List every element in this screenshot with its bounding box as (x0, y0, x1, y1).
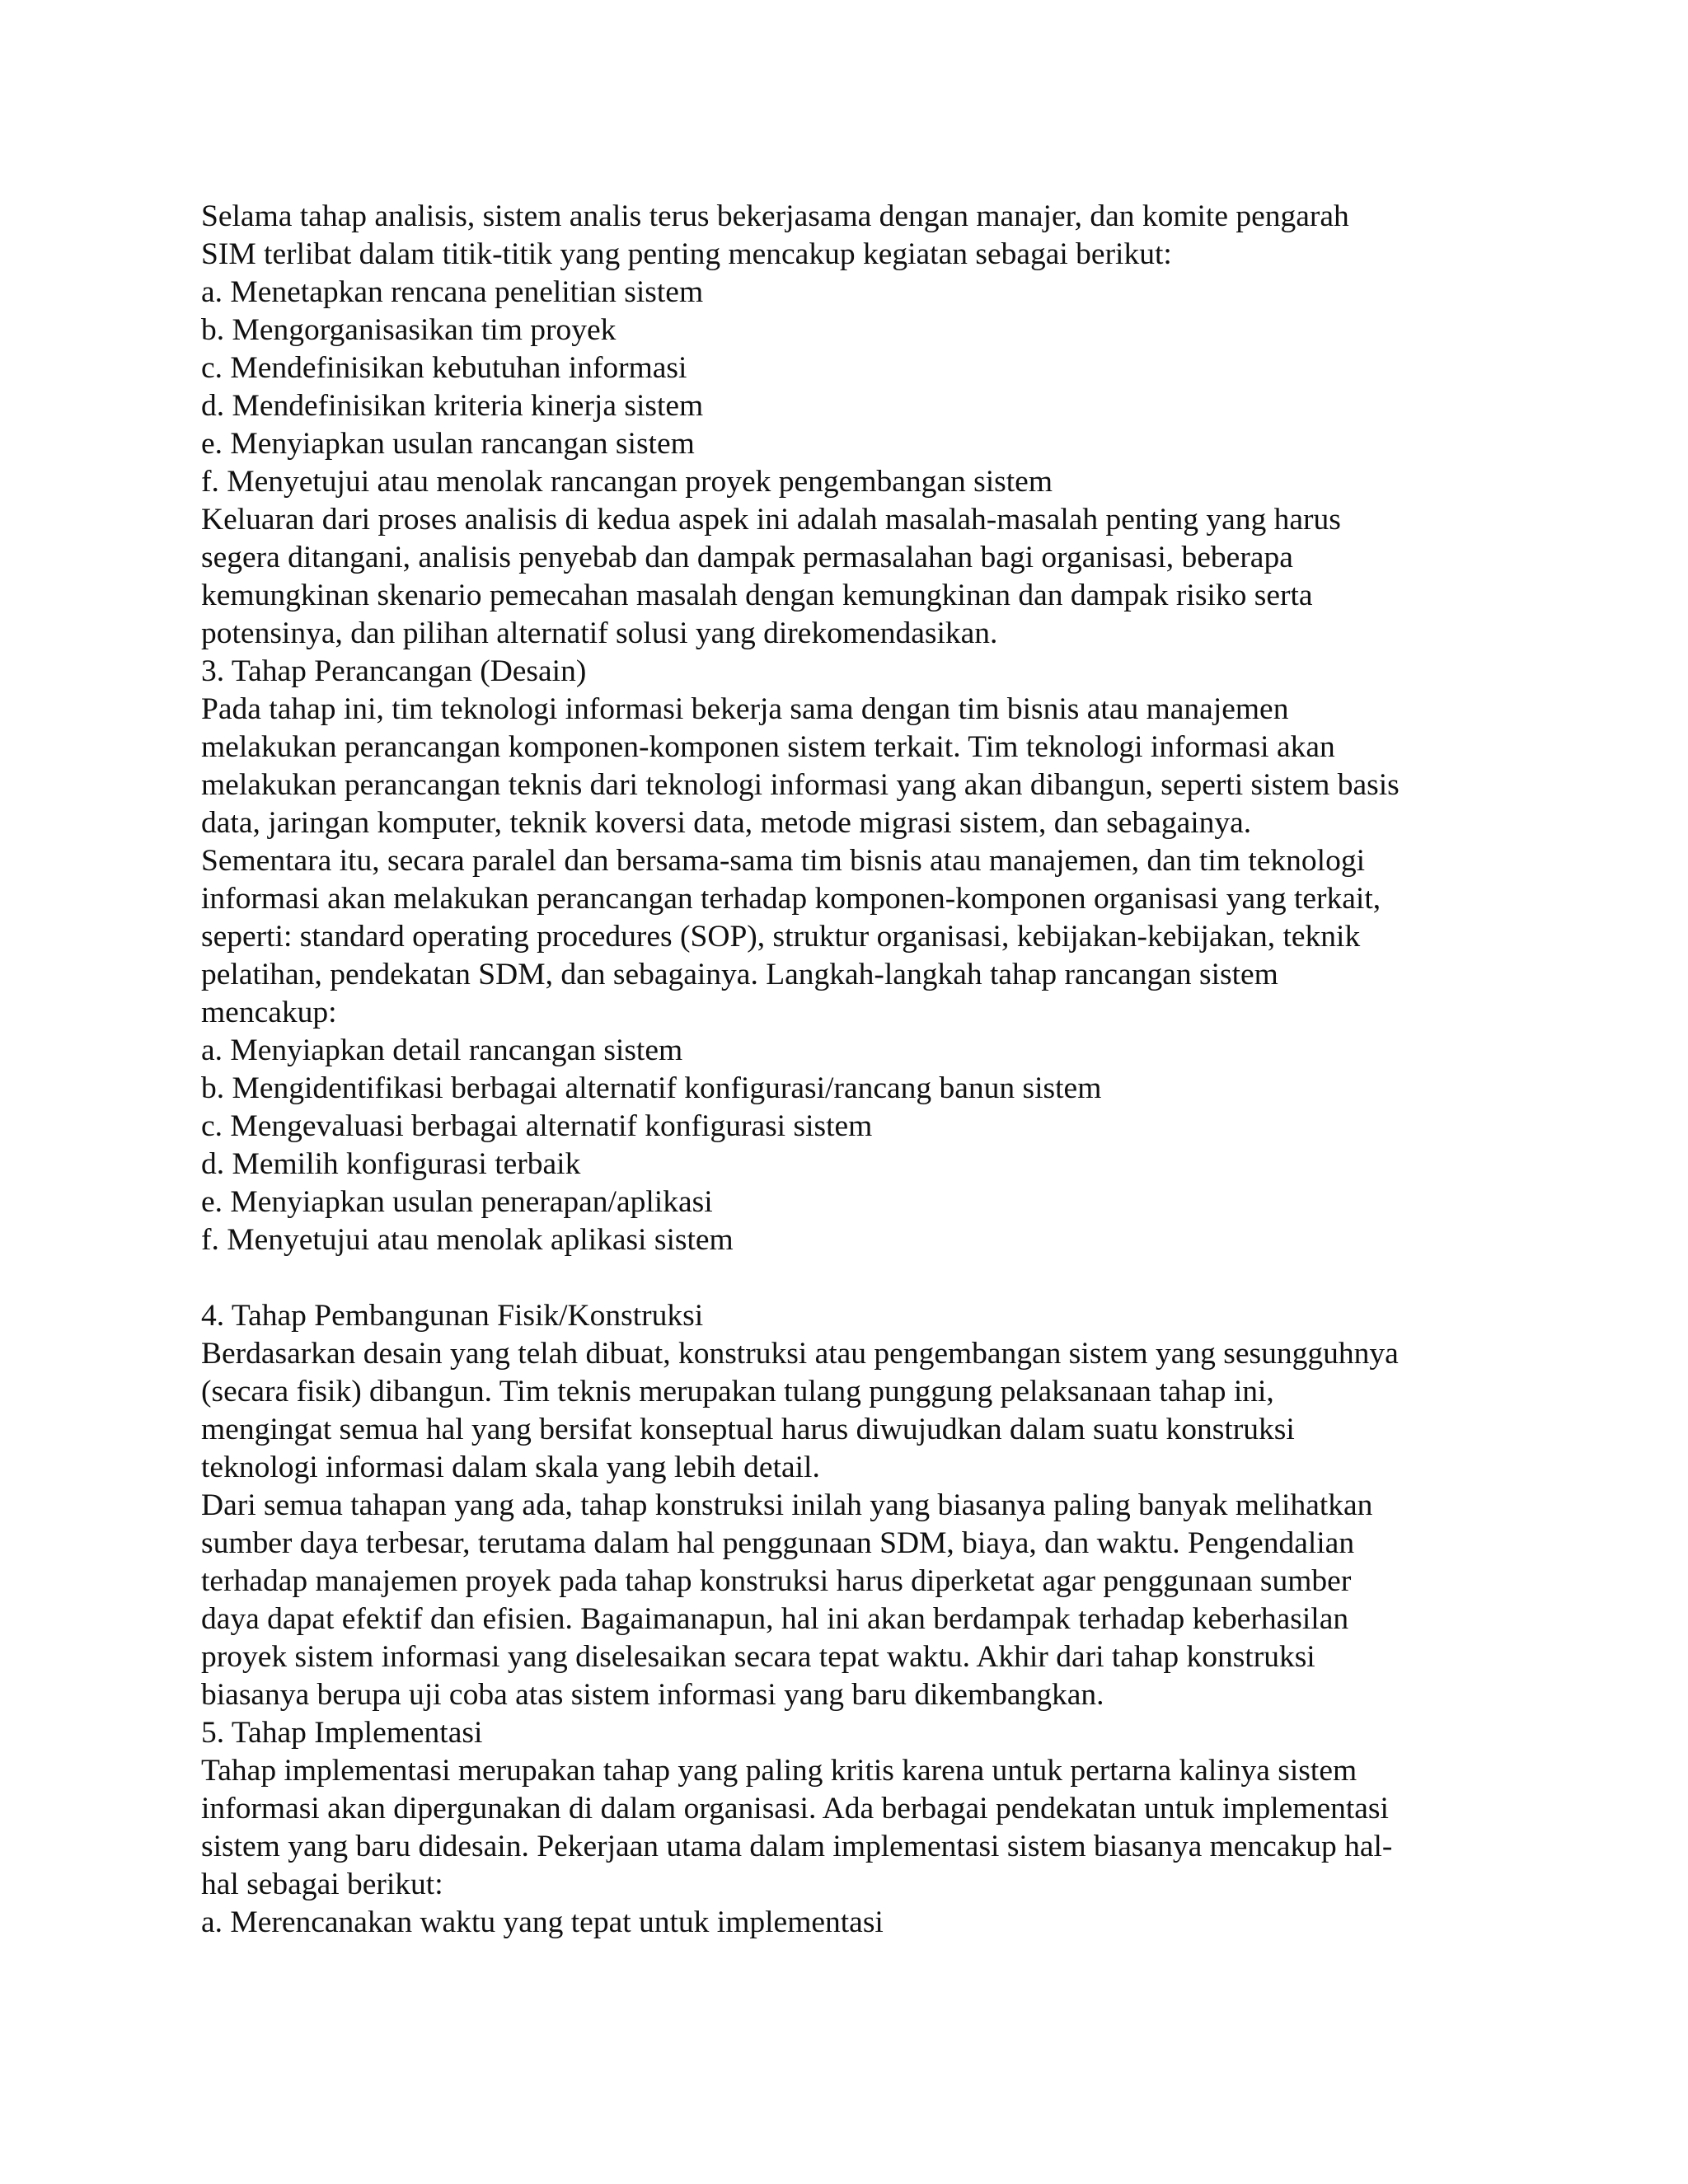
text-line: Berdasarkan desain yang telah dibuat, konstruksi atau pengembangan sistem yang sesungguhnya (201, 1337, 1399, 1371)
list-item: a. Merencanakan waktu yang tepat untuk implementasi (201, 1905, 884, 1939)
section-heading: 5. Tahap Implementasi (201, 1716, 483, 1750)
text-line: mencakup: (201, 996, 337, 1029)
text-line: Sementara itu, secara paralel dan bersama-sama tim bisnis atau manajemen, dan tim teknologi (201, 844, 1365, 878)
list-item: a. Menyiapkan detail rancangan sistem (201, 1033, 683, 1067)
list-item: e. Menyiapkan usulan penerapan/aplikasi (201, 1185, 713, 1219)
text-line: Tahap implementasi merupakan tahap yang paling kritis karena untuk pertarna kalinya sistem (201, 1754, 1357, 1788)
text-line: Keluaran dari proses analisis di kedua aspek ini adalah masalah-masalah penting yang harus (201, 503, 1341, 537)
text-line: data, jaringan komputer, teknik koversi data, metode migrasi sistem, dan sebagainya. (201, 806, 1252, 840)
text-line: melakukan perancangan komponen-komponen sistem terkait. Tim teknologi informasi akan (201, 730, 1335, 764)
text-line: proyek sistem informasi yang diselesaikan secara tepat waktu. Akhir dari tahap konstruksi (201, 1640, 1315, 1674)
text-line: pelatihan, pendekatan SDM, dan sebagainya. Langkah-langkah tahap rancangan sistem (201, 958, 1278, 991)
section-heading: 4. Tahap Pembangunan Fisik/Konstruksi (201, 1299, 704, 1333)
list-item: d. Mendefinisikan kriteria kinerja sistem (201, 389, 704, 423)
text-line: hal sebagai berikut: (201, 1868, 443, 1901)
list-item: d. Memilih konfigurasi terbaik (201, 1147, 581, 1181)
text-line: melakukan perancangan teknis dari teknologi informasi yang akan dibangun, seperti sistem basis (201, 768, 1400, 802)
text-line: biasanya berupa uji coba atas sistem informasi yang baru dikembangkan. (201, 1678, 1104, 1712)
list-item: b. Mengorganisasikan tim proyek (201, 313, 617, 347)
text-line: teknologi informasi dalam skala yang lebih detail. (201, 1451, 820, 1484)
text-line: informasi akan dipergunakan di dalam organisasi. Ada berbagai pendekatan untuk implementasi (201, 1792, 1389, 1825)
text-line: kemungkinan skenario pemecahan masalah dengan kemungkinan dan dampak risiko serta (201, 579, 1313, 612)
text-line: mengingat semua hal yang bersifat konseptual harus diwujudkan dalam suatu konstruksi (201, 1413, 1295, 1446)
list-item: c. Mengevaluasi berbagai alternatif konfigurasi sistem (201, 1109, 873, 1143)
text-block-construction-and-implementation (201, 1297, 1487, 1942)
text-line: sistem yang baru didesain. Pekerjaan utama dalam implementasi sistem biasanya mencakup hal- (201, 1830, 1393, 1863)
text-line: daya dapat efektif dan efisien. Bagaimanapun, hal ini akan berdampak terhadap keberhasilan (201, 1602, 1349, 1636)
document-body (201, 198, 1487, 1942)
blank-line (201, 1259, 1487, 1297)
text-line: (secara fisik) dibangun. Tim teknis merupakan tulang punggung pelaksanaan tahap ini, (201, 1375, 1274, 1408)
text-line: Dari semua tahapan yang ada, tahap konstruksi inilah yang biasanya paling banyak melihatkan (201, 1488, 1373, 1522)
text-line: terhadap manajemen proyek pada tahap konstruksi harus diperketat agar penggunaan sumber (201, 1564, 1352, 1598)
text-line: Selama tahap analisis, sistem analis terus bekerjasama dengan manajer, dan komite pengarah (201, 199, 1349, 233)
text-line: potensinya, dan pilihan alternatif solusi yang direkomendasikan. (201, 616, 998, 650)
text-line: sumber daya terbesar, terutama dalam hal penggunaan SDM, biaya, dan waktu. Pengendalian (201, 1526, 1355, 1560)
list-item: a. Menetapkan rencana penelitian sistem (201, 275, 704, 309)
list-item: b. Mengidentifikasi berbagai alternatif konfigurasi/rancang banun sistem (201, 1071, 1102, 1105)
text-line: seperti: standard operating procedures (SOP), struktur organisasi, kebijakan-kebijakan, teknik (201, 920, 1361, 954)
section-heading: 3. Tahap Perancangan (Desain) (201, 654, 587, 688)
text-block-analysis-and-design (201, 198, 1487, 1259)
list-item: e. Menyiapkan usulan rancangan sistem (201, 427, 695, 461)
text-line: segera ditangani, analisis penyebab dan dampak permasalahan bagi organisasi, beberapa (201, 541, 1293, 574)
text-line: informasi akan melakukan perancangan terhadap komponen-komponen organisasi yang terkait, (201, 882, 1381, 916)
list-item: f. Menyetujui atau menolak rancangan proyek pengembangan sistem (201, 465, 1053, 499)
text-line: SIM terlibat dalam titik-titik yang penting mencakup kegiatan sebagai berikut: (201, 237, 1172, 271)
list-item: c. Mendefinisikan kebutuhan informasi (201, 351, 687, 385)
list-item: f. Menyetujui atau menolak aplikasi sistem (201, 1223, 734, 1257)
text-line: Pada tahap ini, tim teknologi informasi bekerja sama dengan tim bisnis atau manajemen (201, 692, 1289, 726)
